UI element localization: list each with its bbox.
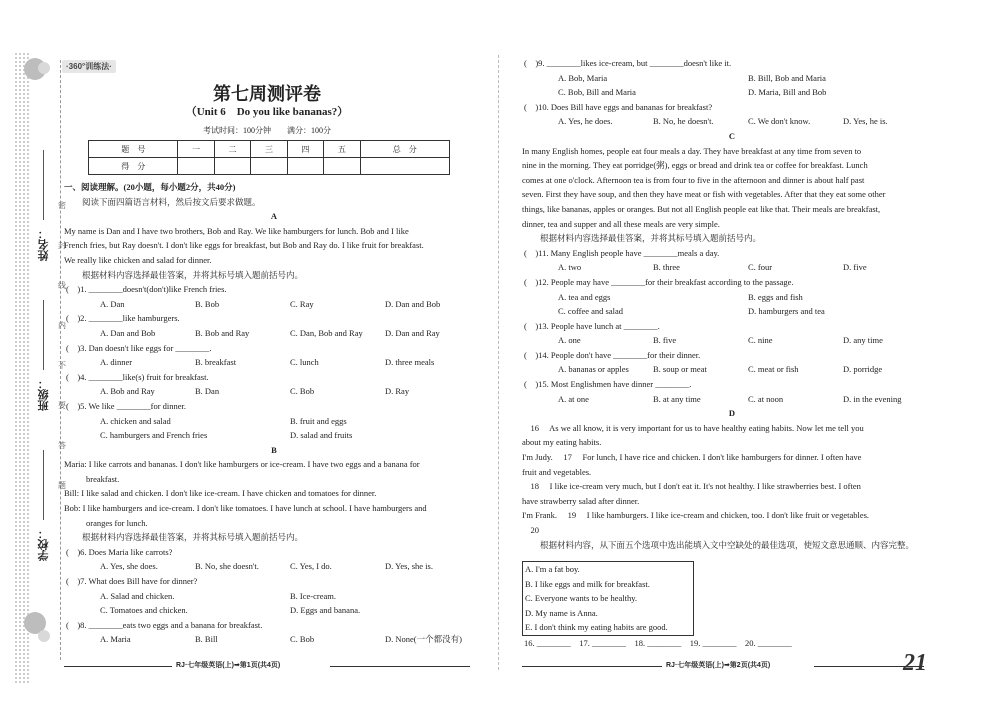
text-line: comes at one o'clock. Afternoon tea is from four to five in the afternoon and dinner is about half past bbox=[522, 174, 865, 185]
option-item: E. I don't think my eating habits are good. bbox=[525, 622, 668, 633]
option-item: C. Everyone wants to be healthy. bbox=[525, 593, 638, 604]
option-choice: D. in the evening bbox=[843, 393, 902, 404]
option-item: D. My name is Anna. bbox=[525, 607, 598, 618]
text-line: ( )13. People have lunch at ________. bbox=[524, 320, 660, 331]
table-cell: 二 bbox=[214, 141, 250, 158]
option-choice: D. Eggs and banana. bbox=[290, 605, 361, 616]
option-choice: B. Dan bbox=[195, 386, 220, 397]
options-row bbox=[64, 297, 484, 312]
option-choice: C. Tomatoes and chicken. bbox=[100, 605, 188, 616]
option-choice: D. hamburgers and tea bbox=[748, 306, 825, 317]
text-line: ( )15. Most Englishmen have dinner ________. bbox=[524, 379, 692, 390]
option-choice: B. soup or meat bbox=[653, 364, 707, 375]
text-line: 根据材料内容选择最佳答案，并将其标号填入题前括号内。 bbox=[82, 269, 304, 280]
options-row bbox=[522, 392, 942, 407]
option-choice: C. nine bbox=[748, 335, 773, 346]
table-cell: 三 bbox=[251, 141, 287, 158]
options-row bbox=[64, 384, 484, 399]
training-tag: ·360°训练法· bbox=[62, 60, 116, 73]
options-row bbox=[522, 290, 942, 305]
left-column bbox=[64, 180, 484, 647]
options-row bbox=[522, 333, 942, 348]
options-row bbox=[64, 414, 484, 429]
footer-rule-left-2 bbox=[330, 666, 470, 667]
text-line: French fries, but Ray doesn't. I don't like eggs for breakfast, but Bob and Ray do. I like fruit for breakfast. bbox=[64, 240, 424, 251]
text-line: ( )4. ________like(s) fruit for breakfast. bbox=[66, 371, 209, 382]
text-line: ( )1. ________doesn't(don't)like French fries. bbox=[66, 284, 227, 295]
option-choice: A. Yes, he does. bbox=[558, 116, 613, 127]
option-choice: C. hamburgers and French fries bbox=[100, 430, 208, 441]
score-cell[interactable] bbox=[360, 158, 449, 175]
answer-blanks: 16. ________ 17. ________ 18. ________ 19. ________ 20. ________ bbox=[524, 638, 792, 648]
option-choice: D. five bbox=[843, 262, 867, 273]
score-cell[interactable] bbox=[324, 158, 360, 175]
score-cell[interactable] bbox=[178, 158, 214, 175]
option-choice: A. chicken and salad bbox=[100, 415, 171, 426]
option-choice: A. two bbox=[558, 262, 582, 273]
right-column bbox=[522, 56, 942, 552]
page-divider bbox=[498, 55, 499, 670]
options-row bbox=[64, 428, 484, 443]
option-choice: A. Bob, Maria bbox=[558, 72, 608, 83]
text-line: Bill: I like salad and chicken. I don't like ice-cream. I have chicken and tomatoes for dinner. bbox=[64, 488, 377, 499]
text-line: ( )5. We like ________for dinner. bbox=[66, 400, 187, 411]
options-row bbox=[522, 362, 942, 377]
option-choice: C. coffee and salad bbox=[558, 306, 623, 317]
option-choice: C. Bob bbox=[290, 634, 315, 645]
options-row bbox=[64, 603, 484, 618]
text-line: ( )8. ________eats two eggs and a banana for breakfast. bbox=[66, 619, 263, 630]
option-choice: A. tea and eggs bbox=[558, 291, 611, 302]
text-line: fruit and vegetables. bbox=[522, 466, 592, 477]
option-item: B. I like eggs and milk for breakfast. bbox=[525, 578, 650, 589]
option-choice: A. Dan bbox=[100, 298, 125, 309]
option-choice: D. Yes, he is. bbox=[843, 116, 888, 127]
table-cell: 一 bbox=[178, 141, 214, 158]
binding-strip bbox=[14, 52, 30, 684]
score-table-score-row bbox=[89, 158, 450, 175]
text-line: breakfast. bbox=[86, 473, 120, 484]
score-cell[interactable] bbox=[251, 158, 287, 175]
text-line: 阅读下面四篇语言材料，然后按文后要求做题。 bbox=[82, 196, 261, 207]
option-choice: D. Dan and Ray bbox=[385, 327, 440, 338]
options-row bbox=[64, 559, 484, 574]
option-choice: B. fruit and eggs bbox=[290, 415, 347, 426]
option-choice: B. at any time bbox=[653, 393, 701, 404]
option-choice: C. lunch bbox=[290, 357, 319, 368]
option-choice: A. Dan and Bob bbox=[100, 327, 156, 338]
table-cell: 总 分 bbox=[360, 141, 449, 158]
option-choice: B. Bill, Bob and Maria bbox=[748, 72, 826, 83]
table-cell: 得 分 bbox=[89, 158, 178, 175]
option-choice: B. Bill bbox=[195, 634, 218, 645]
option-choice: B. No, he doesn't. bbox=[653, 116, 714, 127]
text-line: dinner, tea and supper and all these meals are very simple. bbox=[522, 218, 720, 229]
option-choice: D. three meals bbox=[385, 357, 435, 368]
options-row bbox=[64, 632, 484, 647]
text-line: A bbox=[270, 211, 278, 222]
option-choice: A. at one bbox=[558, 393, 589, 404]
text-line: 根据材料内容选择最佳答案，并将其标号填入题前括号内。 bbox=[82, 532, 304, 543]
class-label: 班级： bbox=[38, 378, 50, 411]
binding-char: 封 bbox=[58, 241, 66, 250]
table-cell: 五 bbox=[324, 141, 360, 158]
page-number: 21 bbox=[903, 650, 927, 676]
text-line: ( )3. Dan doesn't like eggs for ________. bbox=[66, 342, 212, 353]
option-choice: B. five bbox=[653, 335, 677, 346]
options-row bbox=[64, 355, 484, 370]
decor-circle bbox=[38, 62, 50, 74]
score-table bbox=[88, 140, 450, 175]
table-cell: 题 号 bbox=[89, 141, 178, 158]
option-choice: A. Maria bbox=[100, 634, 131, 645]
text-line: ( )11. Many English people have ________meals a day. bbox=[524, 247, 720, 258]
options-row bbox=[522, 85, 942, 100]
binding-char: 答 bbox=[58, 441, 66, 450]
text-line: 一、阅读理解。(20小题，每小题2分，共40分) bbox=[64, 182, 236, 192]
option-choice: D. Maria, Bill and Bob bbox=[748, 87, 827, 98]
option-choice: D. salad and fruits bbox=[290, 430, 353, 441]
text-line: ( )9. ________likes ice-cream, but ________doesn't like it. bbox=[524, 58, 732, 68]
option-choice: D. porridge bbox=[843, 364, 883, 375]
name-line bbox=[43, 150, 44, 220]
option-choice: A. Bob and Ray bbox=[100, 386, 155, 397]
name-label: 姓名： bbox=[38, 228, 50, 261]
options-row bbox=[64, 326, 484, 341]
option-choice: D. Ray bbox=[385, 386, 410, 397]
option-choice: B. eggs and fish bbox=[748, 291, 803, 302]
options-row bbox=[522, 304, 942, 319]
score-cell[interactable] bbox=[214, 158, 250, 175]
text-line: B bbox=[271, 444, 277, 455]
text-line: I'm Frank. 19 I like hamburgers. I like ice-cream and chicken, too. I don't like fruit or vegetables. bbox=[522, 510, 870, 521]
text-line: ( )14. People don't have ________for their dinner. bbox=[524, 349, 701, 360]
text-line: 20 bbox=[522, 525, 548, 535]
binding-char: 内 bbox=[58, 321, 66, 330]
binding-char: 不 bbox=[58, 361, 66, 370]
option-choice: B. Ice-cream. bbox=[290, 590, 337, 601]
decor-circle bbox=[38, 630, 50, 642]
text-line: nine in the morning. They eat porridge(粥), eggs or bread and drink tea or coffee for breakfast. Lunch bbox=[522, 160, 868, 171]
text-line: about my eating habits. bbox=[522, 437, 602, 448]
option-choice: C. We don't know. bbox=[748, 116, 811, 127]
text-line: I'm Judy. 17 For lunch, I have rice and chicken. I don't like hamburgers for dinner. I often have bbox=[522, 452, 862, 463]
text-line: C bbox=[728, 130, 736, 141]
text-line: Bob: I like hamburgers and ice-cream. I don't like tomatoes. I have lunch at school. I have hamburgers and bbox=[64, 503, 427, 514]
footer-rule-left bbox=[64, 666, 172, 667]
score-cell[interactable] bbox=[287, 158, 323, 175]
option-choice: A. Salad and chicken. bbox=[100, 590, 175, 601]
school-line bbox=[43, 450, 44, 520]
text-line: My name is Dan and I have two brothers, Bob and Ray. We like hamburgers for lunch. Bob and I like bbox=[64, 225, 409, 236]
option-choice: A. one bbox=[558, 335, 581, 346]
text-line: ( )10. Does Bill have eggs and bananas for breakfast? bbox=[524, 101, 713, 112]
text-line: Maria: I like carrots and bananas. I don't like hamburgers or ice-cream. I have two eggs and a banana for bbox=[64, 459, 420, 470]
option-choice: A. dinner bbox=[100, 357, 133, 368]
option-choice: B. Bob and Ray bbox=[195, 327, 250, 338]
option-choice: B. No, she doesn't. bbox=[195, 561, 259, 572]
text-line: 根据材料内容选择最佳答案，并将其标号填入题前括号内。 bbox=[540, 233, 762, 244]
option-choice: A. bananas or apples bbox=[558, 364, 629, 375]
options-row bbox=[522, 71, 942, 86]
option-choice: B. breakfast bbox=[195, 357, 237, 368]
option-choice: C. meat or fish bbox=[748, 364, 799, 375]
text-line: oranges for lunch. bbox=[86, 517, 148, 528]
text-line: seven. First they have soup, and then they have meat or fish with vegetables. After that they eat some other bbox=[522, 189, 886, 200]
table-cell: 四 bbox=[287, 141, 323, 158]
option-choice: C. at noon bbox=[748, 393, 784, 404]
binding-char: 线 bbox=[58, 281, 66, 290]
score-table-header-row bbox=[89, 141, 450, 158]
footer-rule-right bbox=[522, 666, 662, 667]
option-choice: D. Yes, she is. bbox=[385, 561, 433, 572]
text-line: 16 As we all know, it is very important for us to have healthy eating habits. Now let me tell you bbox=[522, 422, 864, 433]
class-line bbox=[43, 300, 44, 370]
exam-info: 考试时间：100分钟 满分：100分 bbox=[203, 126, 331, 135]
option-choice: B. three bbox=[653, 262, 680, 273]
options-row bbox=[522, 114, 942, 129]
text-line: ( )6. Does Maria like carrots? bbox=[66, 546, 173, 557]
binding-char: 题 bbox=[58, 481, 66, 490]
text-line: ( )2. ________like hamburgers. bbox=[66, 313, 180, 324]
binding-char: 密 bbox=[58, 201, 66, 210]
option-choice: C. Yes, I do. bbox=[290, 561, 332, 572]
page-title: 第七周测评卷 bbox=[213, 84, 321, 104]
option-choice: C. Dan, Bob and Ray bbox=[290, 327, 363, 338]
text-line: D bbox=[728, 408, 736, 419]
text-line: We really like chicken and salad for dinner. bbox=[64, 254, 212, 265]
school-label: 学校： bbox=[38, 528, 50, 561]
footer-right: RJ·七年级英语(上)➡第2页(共4页) bbox=[666, 662, 771, 669]
text-line: In many English homes, people eat four meals a day. They have breakfast at any time from seven to bbox=[522, 145, 862, 156]
text-line: 18 I like ice-cream very much, but I don't eat it. It's not healthy. I like strawberries best. I often bbox=[522, 481, 861, 492]
option-choice: B. Bob bbox=[195, 298, 220, 309]
option-choice: A. Yes, she does. bbox=[100, 561, 158, 572]
page-subtitle: （Unit 6 Do you like bananas?） bbox=[185, 106, 349, 118]
options-box bbox=[522, 561, 694, 636]
text-line: ( )7. What does Bill have for dinner? bbox=[66, 576, 198, 587]
footer-left: RJ·七年级英语(上)➡第1页(共4页) bbox=[176, 662, 281, 669]
text-line: ( )12. People may have ________for their breakfast according to the passage. bbox=[524, 276, 794, 287]
option-choice: C. Bob, Bill and Maria bbox=[558, 87, 636, 98]
option-choice: C. four bbox=[748, 262, 773, 273]
option-choice: D. None(一个都没有) bbox=[385, 634, 462, 645]
option-choice: D. Dan and Bob bbox=[385, 298, 441, 309]
text-line: 根据材料内容，从下面五个选项中选出能填入文中空缺处的最佳选项，使短文意思通顺、内容完整。 bbox=[540, 539, 915, 550]
text-line: things, like bananas, apples or oranges. But not all English people eat like that. Their meals are breakfast, bbox=[522, 203, 881, 214]
option-choice: D. any time bbox=[843, 335, 883, 346]
option-choice: C. Ray bbox=[290, 298, 314, 309]
option-choice: C. Bob bbox=[290, 386, 315, 397]
options-row bbox=[522, 260, 942, 275]
binding-char: 要 bbox=[58, 401, 66, 410]
text-line: have strawberry salad after dinner. bbox=[522, 495, 640, 506]
option-item: A. I'm a fat boy. bbox=[525, 564, 580, 574]
options-row bbox=[64, 589, 484, 604]
